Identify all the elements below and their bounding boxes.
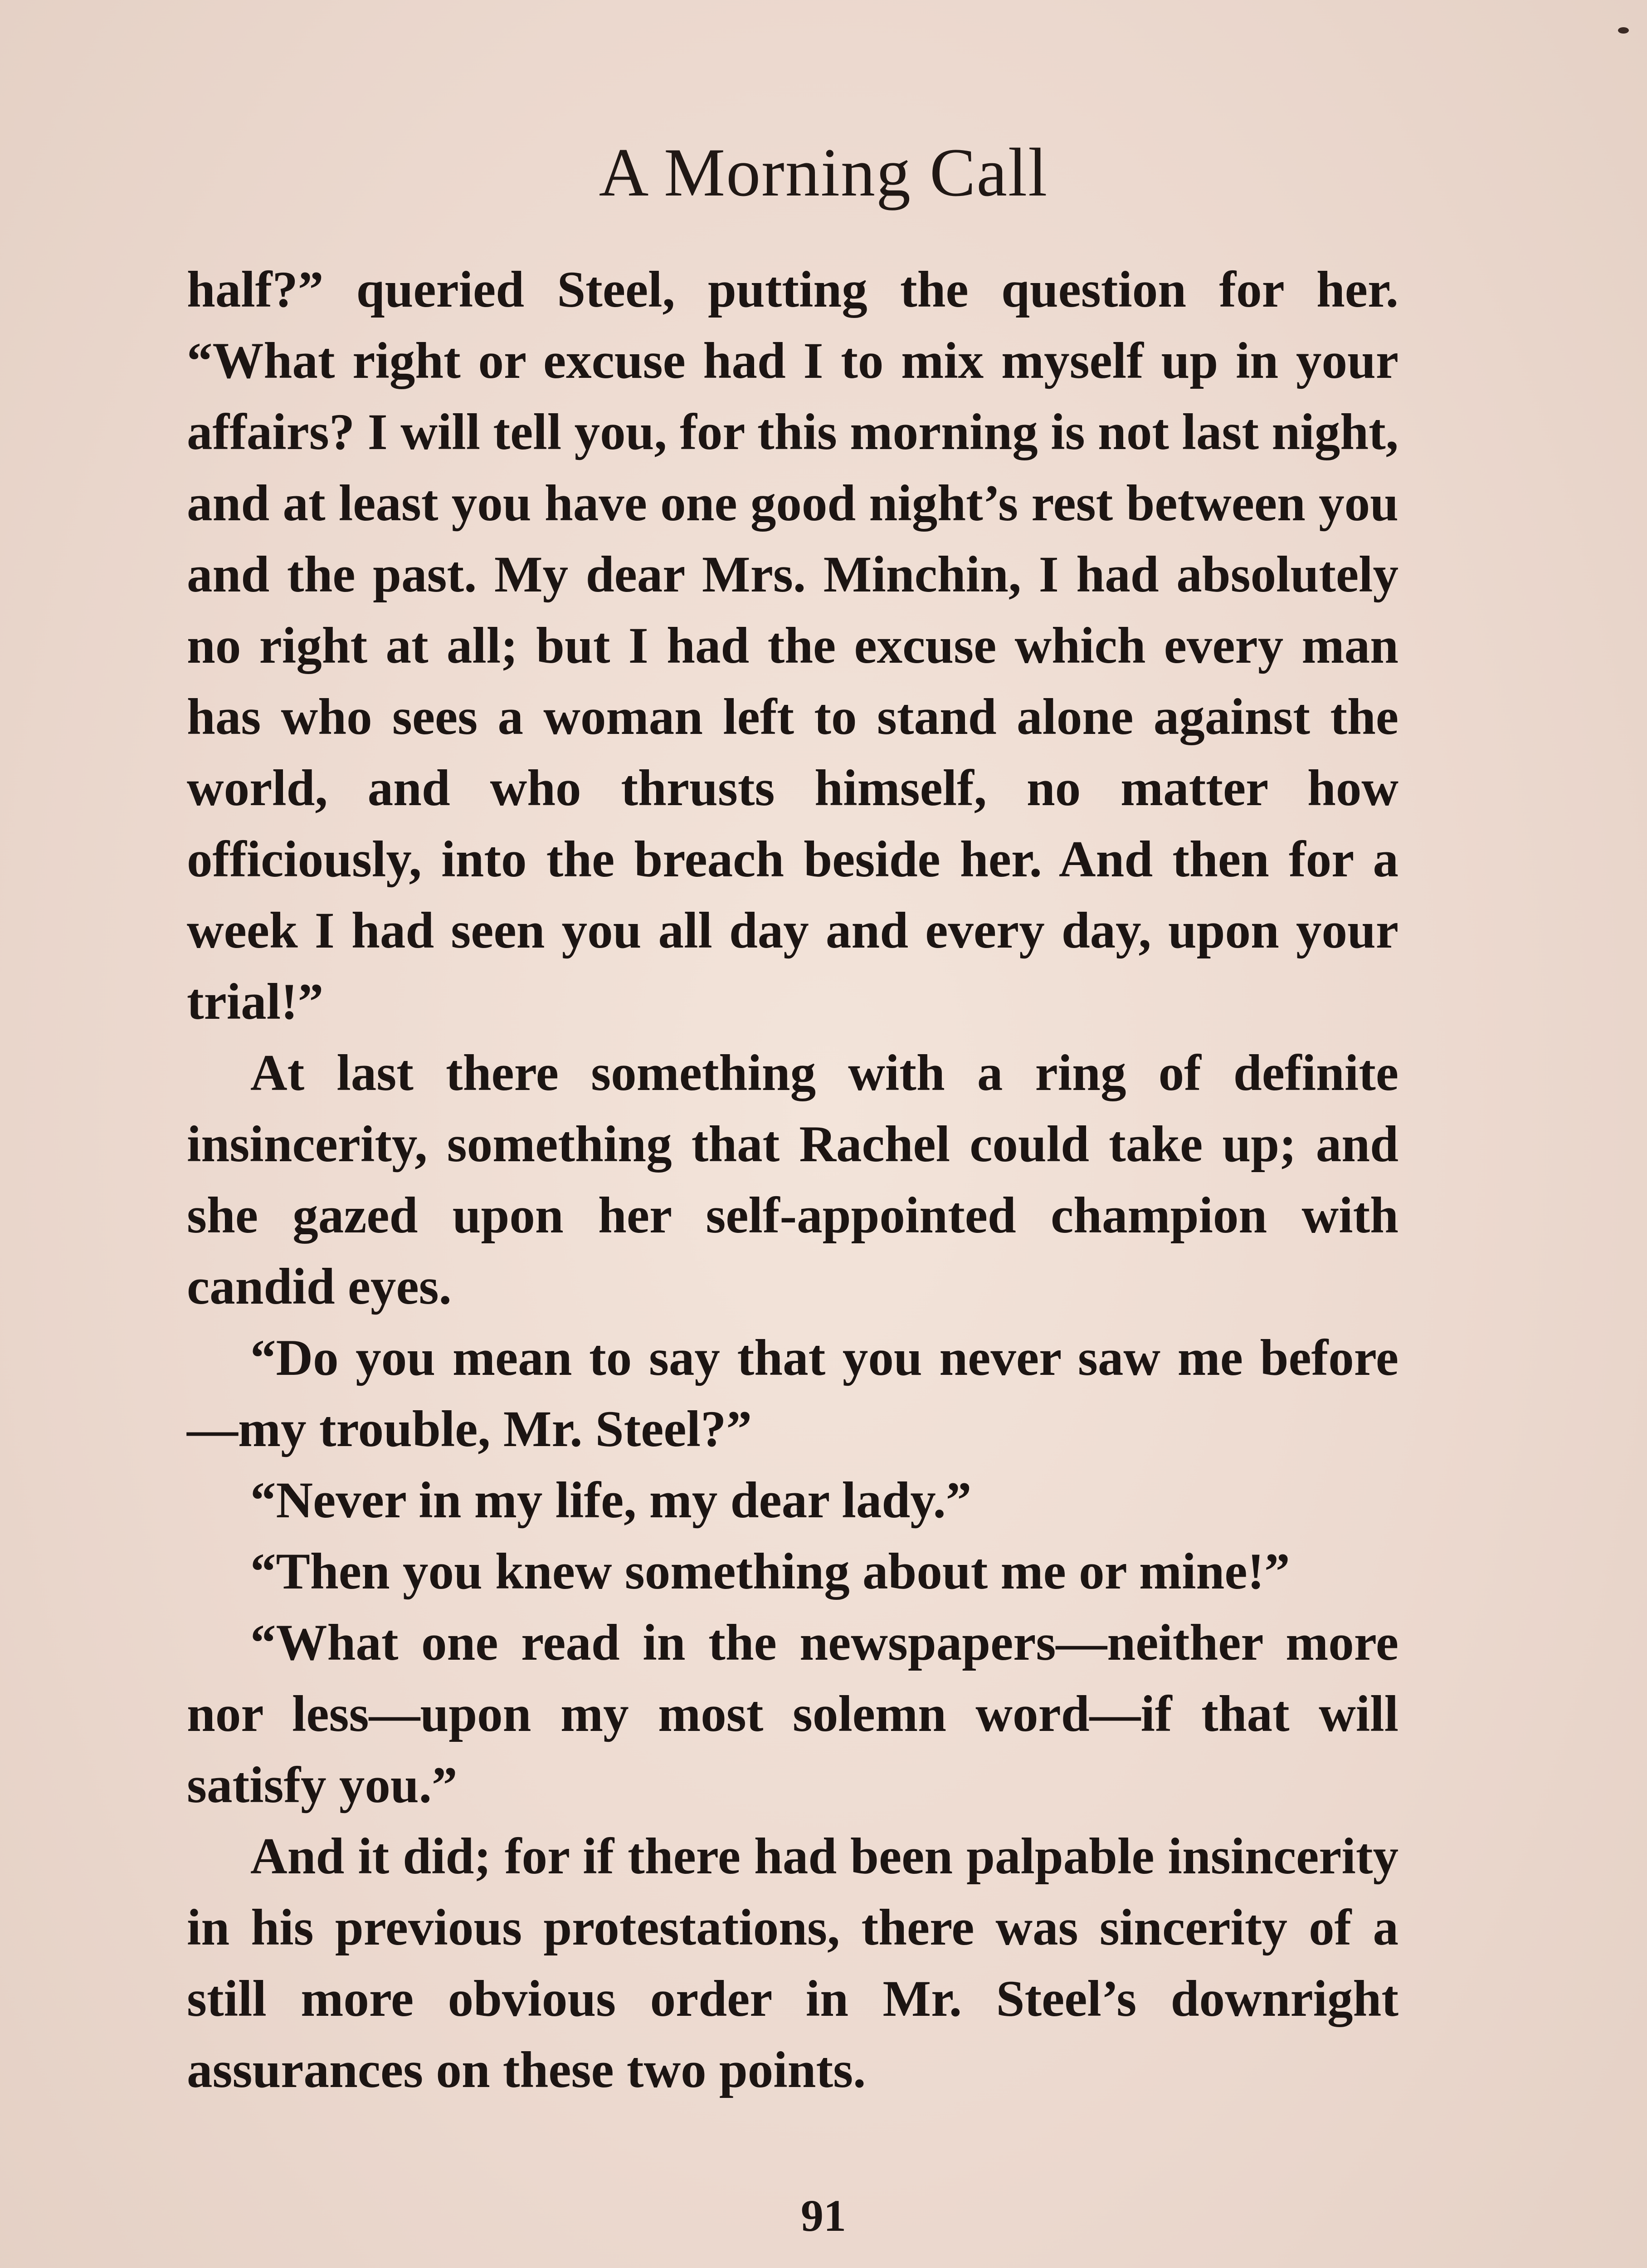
paragraph: At last there something with a ring of definite insincerity, something that Rachel could take up; and she gazed upon her self-appointed champion with candid eyes. — [187, 1045, 1398, 1315]
body-text — [187, 254, 1398, 2106]
paragraph: half?” queried Steel, putting the question for her. “What right or excuse had I to mix myself up in your affairs? I will tell you, for this morning is not last night, and at least you have one good night’s rest between you and the past. My dear Mrs. Minchin, I had absolutely no right at all; but I had the excuse which every man has who sees a woman left to stand alone against the world, and who thrusts himself, no matter how officiously, into the breach beside her. And then for a week I had seen you all day and every day, upon your trial!” — [187, 261, 1398, 1030]
paragraph: “Then you knew something about me or mine!” — [250, 1543, 1290, 1600]
ink-spot — [1618, 27, 1629, 34]
page-number: 91 — [801, 2190, 846, 2241]
paragraph: “Do you mean to say that you never saw me before—my trouble, Mr. Steel?” — [187, 1330, 1398, 1457]
paragraph: And it did; for if there had been palpable insincerity in his previous protestations, there was sincerity of a still more obvious order in Mr. Steel’s downright assurances on these two points. — [187, 1828, 1398, 2098]
running-head: A Morning Call — [599, 134, 1048, 210]
paragraph: “What one read in the newspapers—neither more nor less—upon my most solemn word—if that will satisfy you.” — [187, 1614, 1398, 1813]
paragraph: “Never in my life, my dear lady.” — [250, 1472, 972, 1529]
